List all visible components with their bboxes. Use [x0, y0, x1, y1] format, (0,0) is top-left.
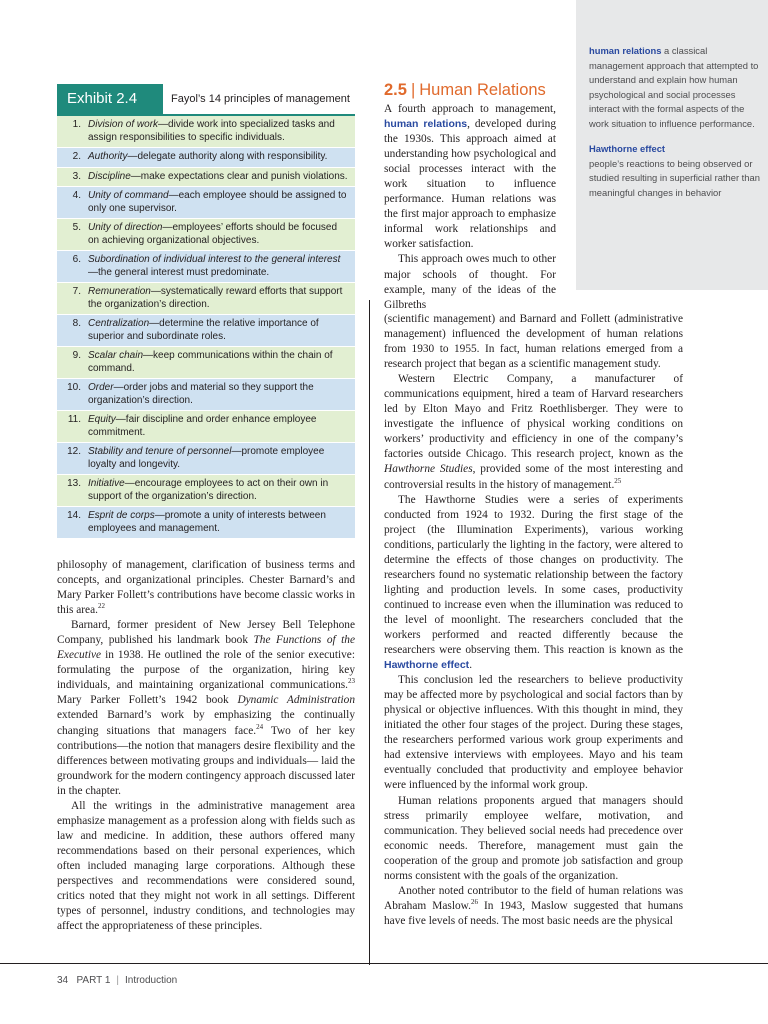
principle-text — [88, 414, 349, 439]
text: , provided some of the most interesting and controversial results in the history of management. — [384, 463, 683, 491]
principle-number: 1. — [72, 119, 81, 130]
principle-text — [88, 222, 349, 247]
glossary-entry-human-relations — [589, 44, 761, 131]
principle-item — [57, 251, 355, 283]
principle-term: Discipline — [88, 170, 131, 182]
principle-text — [88, 382, 349, 407]
paragraph: Human relations proponents argued that managers should stress primarily employee welfare, motivation, and communication. They believed social needs had precedence over economic needs. Therefore, management must gain the cooperation of the group and promote job satisfaction and group norms consistent with the goals of the organization. — [384, 794, 683, 882]
paragraph — [57, 558, 355, 618]
left-column-text — [57, 558, 355, 934]
paragraph — [384, 884, 683, 929]
paragraph: (scientific management) and Barnard and Follett (administrative management) influenced the development of human relations from 1930 to 1955. In fact, human relations emerged from a research project that began as a scientific management study. — [384, 313, 683, 371]
glossary-definition: a classical management approach that attempted to understand and explain how human psychological and social processes interact with the formal aspects of the work situation to influence performance. — [589, 45, 759, 129]
principles-list — [57, 116, 355, 539]
footer-separator: | — [116, 975, 119, 986]
endnote-ref: 23 — [348, 677, 355, 686]
endnote-ref: 24 — [256, 722, 264, 731]
endnote-ref: 26 — [470, 898, 478, 907]
principle-term: Unity of command — [88, 190, 169, 201]
text: Another noted contributor to the field of human relations was Abraham Maslow. — [384, 884, 683, 912]
principle-text — [88, 151, 349, 164]
principle-description: —promote employee loyalty and longevity. — [88, 446, 325, 470]
principle-term: Subordination of individual interest to the general interest — [88, 254, 341, 265]
part-label: PART 1 — [76, 975, 111, 986]
principle-number: 9. — [72, 350, 81, 361]
exhibit-header — [57, 84, 355, 114]
principle-description: —encourage employees to act on their own in support of the organization’s direction. — [88, 478, 329, 502]
glossary-definition: people’s reactions to being observed or studied resulting in superficial rather than meaningful changes in behavior — [589, 157, 760, 198]
principle-description: —delegate authority along with responsibility. — [127, 151, 328, 162]
glossary-term: Hawthorne effect — [589, 143, 666, 154]
key-term-human-relations: human relations — [384, 118, 468, 131]
principle-item — [57, 187, 355, 219]
principle-number: 5. — [72, 222, 81, 233]
principle-term: Division of work — [88, 119, 159, 130]
principle-term: Scalar chain — [88, 350, 144, 361]
section-title: Human Relations — [419, 81, 546, 99]
paragraph — [57, 618, 355, 799]
principle-number: 4. — [72, 190, 81, 201]
principle-number: 12. — [67, 446, 81, 457]
principle-text — [88, 350, 349, 375]
principle-term: Authority — [88, 151, 128, 162]
text: Mary Parker Follett’s 1942 book — [57, 694, 238, 707]
principle-text — [88, 318, 349, 343]
principle-term: Remuneration — [88, 286, 151, 297]
principle-term: Unity of direction — [88, 222, 163, 233]
principle-description: —the general interest must predominate. — [88, 266, 270, 278]
principle-item — [57, 283, 355, 315]
text: philosophy of management, clarification of business terms and concepts, and organizational principles. Chester Barnard’s and Mary Parker Follett’s contributions have become classic works in this area. — [57, 559, 355, 617]
text: , developed during the 1930s. This approach aimed at understanding how psychological and social processes interact with the work situation to influence performance. Human relations was the first major approach to emphasize informal work relationships and worker satisfaction. — [384, 118, 556, 251]
principle-number: 3. — [72, 170, 81, 182]
text: Two of her key contributions—the notion that managers desire flexibility and the differences between motivating groups and individuals— laid the groundwork for the modern contingency approach discussed later in the chapter. — [57, 724, 355, 797]
page-number: 34 — [57, 975, 69, 986]
right-column-text — [384, 312, 683, 929]
text: Western Electric Company, a manufacturer of communications equipment, hired a team of Harvard researchers led by Elton Mayo and Fritz Roethlisberger. They were to investigate the influence of physical working conditions on workers’ productivity and efficiency in one of the company’s factories outside Chicago. This research project, known as the — [384, 373, 683, 461]
principle-term: Esprit de corps — [88, 510, 155, 521]
principle-description: —each employee should be assigned to only one supervisor. — [88, 190, 347, 214]
column-divider — [369, 300, 370, 965]
text: Barnard, former president of New Jersey Bell Telephone Company, published his landmark book — [57, 619, 355, 647]
footer-rule — [0, 963, 768, 964]
principle-description: —determine the relative importance of superior and subordinate roles. — [88, 318, 319, 342]
key-term-hawthorne-effect: Hawthorne effect — [384, 659, 470, 672]
paragraph: This approach owes much to other major schools of thought. For example, many of the ideas of the Gilbreths — [384, 253, 556, 311]
text: extended Barnard’s work by emphasizing the continually changing situations that managers face. — [57, 709, 355, 737]
principle-text — [88, 446, 349, 471]
principle-item — [57, 475, 355, 507]
principle-number: 2. — [72, 151, 81, 162]
paragraph: This conclusion led the researchers to believe productivity may be affected more by psychological and social factors than by physical or objective influences. With this thought in mind, they initiated the other four stages of the project. During these stages, the researchers performed various work group experiments and had extensive interviews with employees. Mayo and his team eventually concluded that productivity and employee behavior were influenced by the informal work group. — [384, 674, 683, 792]
text: in 1938. He outlined the role of the senior executive: formulating the purpose of the organization, hiring key individuals, and maintaining organizational communications. — [57, 649, 355, 692]
book-title: The Functions of the Executive — [57, 634, 355, 662]
glossary-term: human relations — [589, 45, 662, 56]
principle-item — [57, 411, 355, 443]
principle-item — [57, 443, 355, 475]
principle-text — [88, 478, 349, 503]
principle-text — [88, 286, 349, 311]
page-footer — [57, 975, 177, 986]
margin-glossary — [589, 44, 761, 211]
principle-number: 8. — [72, 318, 81, 329]
text: A fourth approach to management, — [384, 103, 556, 115]
paragraph — [384, 493, 683, 674]
principle-term: Stability and tenure of personnel — [88, 446, 232, 457]
principle-description: —make expectations clear and punish violations. — [130, 170, 348, 182]
principle-number: 6. — [72, 254, 81, 265]
principle-item — [57, 116, 355, 148]
glossary-entry-hawthorne-effect — [589, 142, 761, 200]
exhibit-label: Exhibit 2.4 — [57, 84, 163, 114]
paragraph — [384, 372, 683, 492]
principle-number: 14. — [67, 510, 81, 521]
section-intro-text — [384, 102, 556, 313]
paragraph — [384, 102, 556, 252]
principle-text — [88, 510, 349, 535]
principle-description: —divide work into specialized tasks and assign responsibilities to specific individuals. — [88, 119, 335, 143]
heading-divider: | — [410, 81, 416, 99]
principle-item — [57, 315, 355, 347]
principle-description: —systematically reward efforts that support the organization’s direction. — [88, 286, 343, 310]
exhibit-2-4 — [57, 84, 355, 539]
principle-item — [57, 219, 355, 251]
principle-item — [57, 379, 355, 411]
principle-text — [88, 119, 349, 144]
italic-term: Hawthorne Studies — [384, 463, 473, 476]
principle-item — [57, 148, 355, 168]
section-heading — [384, 80, 546, 100]
endnote-ref: 22 — [97, 602, 105, 611]
principle-description: —promote a unity of interests between employees and management. — [88, 510, 326, 534]
principle-term: Order — [88, 382, 114, 393]
principle-text — [88, 190, 349, 215]
section-number: 2.5 — [384, 81, 407, 99]
principle-number: 10. — [67, 382, 81, 393]
principle-description: —keep communications within the chain of command. — [88, 350, 333, 374]
principle-number: 11. — [67, 414, 81, 425]
principle-term: Equity — [88, 414, 116, 425]
text: . — [469, 659, 473, 672]
principle-item — [57, 347, 355, 379]
principle-text — [88, 254, 349, 279]
principle-item — [57, 507, 355, 539]
principle-term: Centralization — [88, 318, 150, 329]
principle-number: 13. — [67, 478, 81, 489]
endnote-ref: 25 — [614, 476, 622, 485]
principle-description: —order jobs and material so they support the organization’s direction. — [88, 382, 314, 406]
text: The Hawthorne Studies were a series of experiments conducted from 1924 to 1932. During the first stage of the project (the Illumination Experiments), various working conditions, particularly the lighting in the factory, were altered to determine the effects of those changes on productivity. The researchers found no systematic relationship between the factory lighting and production levels. In some cases, productivity continued to increase even when the illumination was reduced to the level of moonlight. The researchers concluded that the workers performed and reacted differently because the researchers were observing them. This reaction is known as the — [384, 493, 683, 657]
text: In 1943, Maslow suggested that humans have five levels of needs. The most basic needs are the physical — [384, 899, 684, 927]
principle-number: 7. — [72, 286, 81, 297]
chapter-label: Introduction — [124, 975, 178, 986]
paragraph: All the writings in the administrative management area emphasize management as a profession along with fields such as law and medicine. In addition, these authors offered many recommendations based on their personal experiences, which often included managing large corporations. Although these perspectives and recommendations were considered sound, critics noted that they might not work in all settings. Different types of personnel, industry conditions, and technologies may affect the appropriateness of these principles. — [57, 799, 355, 933]
principle-description: —fair discipline and order enhance employee commitment. — [88, 414, 317, 438]
principle-term: Initiative — [88, 478, 125, 489]
principle-text — [88, 171, 349, 184]
book-title: Dynamic Administration — [237, 694, 355, 707]
principle-description: —employees’ efforts should be focused on achieving organizational objectives. — [88, 222, 338, 246]
principle-item — [57, 168, 355, 188]
exhibit-title: Fayol’s 14 principles of management — [171, 93, 350, 105]
